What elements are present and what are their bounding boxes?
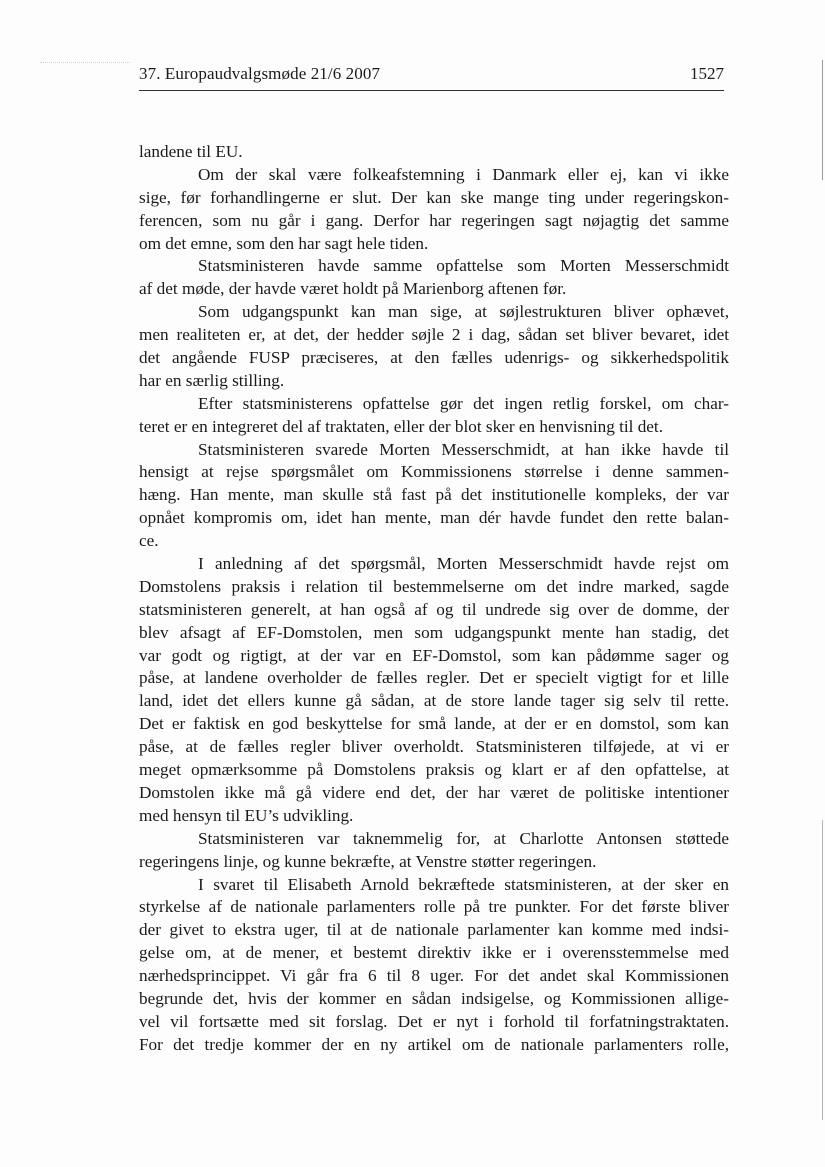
text-line: påse, at landene overholder de fælles regler. Det er specielt vigtigt for et lille bbox=[139, 668, 729, 688]
text-line: teret er en integreret del af traktaten, eller der blot sker en henvisning til det. bbox=[139, 416, 664, 436]
text-line: der givet to ekstra uger, til at de nationale parlamenter kan komme med indsi- bbox=[139, 920, 729, 940]
body-text bbox=[139, 141, 729, 1057]
text-line: Det er faktisk en god beskyttelse for små lande, at der er en domstol, som kan bbox=[139, 714, 729, 734]
text-line: har en særlig stilling. bbox=[139, 370, 285, 390]
text-line: meget opmærksomme på Domstolens praksis og klart er af den opfattelse, at bbox=[139, 760, 729, 780]
text-line: Domstolen ikke må gå videre end det, der har været de politiske intentioner bbox=[139, 782, 729, 802]
text-line: begrunde det, hvis der kommer en sådan indsigelse, og Kommissionen allige- bbox=[139, 988, 729, 1008]
text-line: landene til EU. bbox=[139, 142, 243, 161]
text-line: regeringens linje, og kunne bekræfte, at Venstre støtter regeringen. bbox=[139, 851, 597, 871]
scan-edge-mark bbox=[822, 60, 823, 180]
text-line: Efter statsministerens opfattelse gør det ingen retlig forskel, om char- bbox=[198, 393, 729, 413]
page-number: 1527 bbox=[690, 64, 724, 83]
text-line: I anledning af det spørgsmål, Morten Messerschmidt havde rejst om bbox=[198, 554, 729, 574]
text-line: hensigt at rejse spørgsmålet om Kommissionens størrelse i denne sammen- bbox=[139, 462, 729, 482]
text-line: sige, før forhandlingerne er slut. Der kan ske mange ting under regeringskon- bbox=[139, 187, 729, 207]
text-line: Om der skal være folkeafstemning i Danmark eller ej, kan vi ikke bbox=[198, 164, 729, 184]
scan-edge-mark bbox=[822, 820, 823, 1120]
text-line: Statsministeren svarede Morten Messerschmidt, at han ikke havde til bbox=[198, 439, 729, 459]
text-line: vel vil fortsætte med sit forslag. Det er nyt i forhold til forfatningstraktaten. bbox=[139, 1011, 729, 1031]
text-line: styrkelse af de nationale parlamenters rolle på tre punkter. For det første bliver bbox=[139, 897, 729, 917]
text-line: gelse om, at de mener, et bestemt direktiv ikke er i overensstemmelse med bbox=[139, 943, 729, 963]
header-title: 37. Europaudvalgsmøde 21/6 2007 bbox=[139, 64, 381, 83]
text-line: Statsministeren havde samme opfattelse som Morten Messerschmidt bbox=[198, 256, 729, 276]
text-line: hæng. Han mente, man skulle stå fast på det institutionelle kompleks, der var bbox=[139, 485, 729, 505]
text-line: ce. bbox=[139, 531, 159, 551]
text-line: land, idet det ellers kunne gå sådan, at de store lande tager sig selv til rette. bbox=[139, 691, 729, 711]
text-line: blev afsagt af EF-Domstolen, men som udgangspunkt mente han stadig, det bbox=[139, 622, 729, 642]
text-line: var godt og rigtigt, at der var en EF-Domstol, som kan pådømme sager og bbox=[139, 645, 729, 665]
text-line: statsministeren generelt, at han også af og til undrede sig over de domme, der bbox=[139, 599, 729, 619]
text-line: For det tredje kommer der en ny artikel om de nationale parlamenters rolle, bbox=[139, 1034, 729, 1054]
text-line: Domstolens praksis i relation til bestemmelserne om det indre marked, sagde bbox=[139, 576, 729, 596]
text-line: nærhedsprincippet. Vi går fra 6 til 8 uger. For det andet skal Kommissionen bbox=[139, 966, 729, 986]
text-line: med hensyn til EU’s udvikling. bbox=[139, 805, 354, 825]
text-line: påse, at de fælles regler bliver overholdt. Statsministeren tilføjede, at vi er bbox=[139, 737, 729, 757]
scan-artifact bbox=[40, 62, 130, 64]
page-header bbox=[139, 62, 724, 91]
text-line: I svaret til Elisabeth Arnold bekræftede statsministeren, at der sker en bbox=[198, 874, 729, 894]
text-line: om det emne, som den har sagt hele tiden. bbox=[139, 233, 429, 253]
text-line: det angående FUSP præciseres, at den fælles udenrigs- og sikkerhedspolitik bbox=[139, 348, 729, 368]
text-line: ferencen, som nu går i gang. Derfor har regeringen sagt nøjagtig det samme bbox=[139, 210, 729, 230]
text-line: opnået kompromis om, idet han mente, man dér havde fundet den rette balan- bbox=[139, 508, 729, 528]
text-line: Statsministeren var taknemmelig for, at Charlotte Antonsen støttede bbox=[198, 828, 729, 848]
text-line: men realiteten er, at det, der hedder søjle 2 i dag, sådan set bliver bevaret, idet bbox=[139, 325, 729, 345]
text-line: af det møde, der havde været holdt på Marienborg aftenen før. bbox=[139, 279, 567, 299]
text-line: Som udgangspunkt kan man sige, at søjlestrukturen bliver ophævet, bbox=[198, 302, 729, 322]
